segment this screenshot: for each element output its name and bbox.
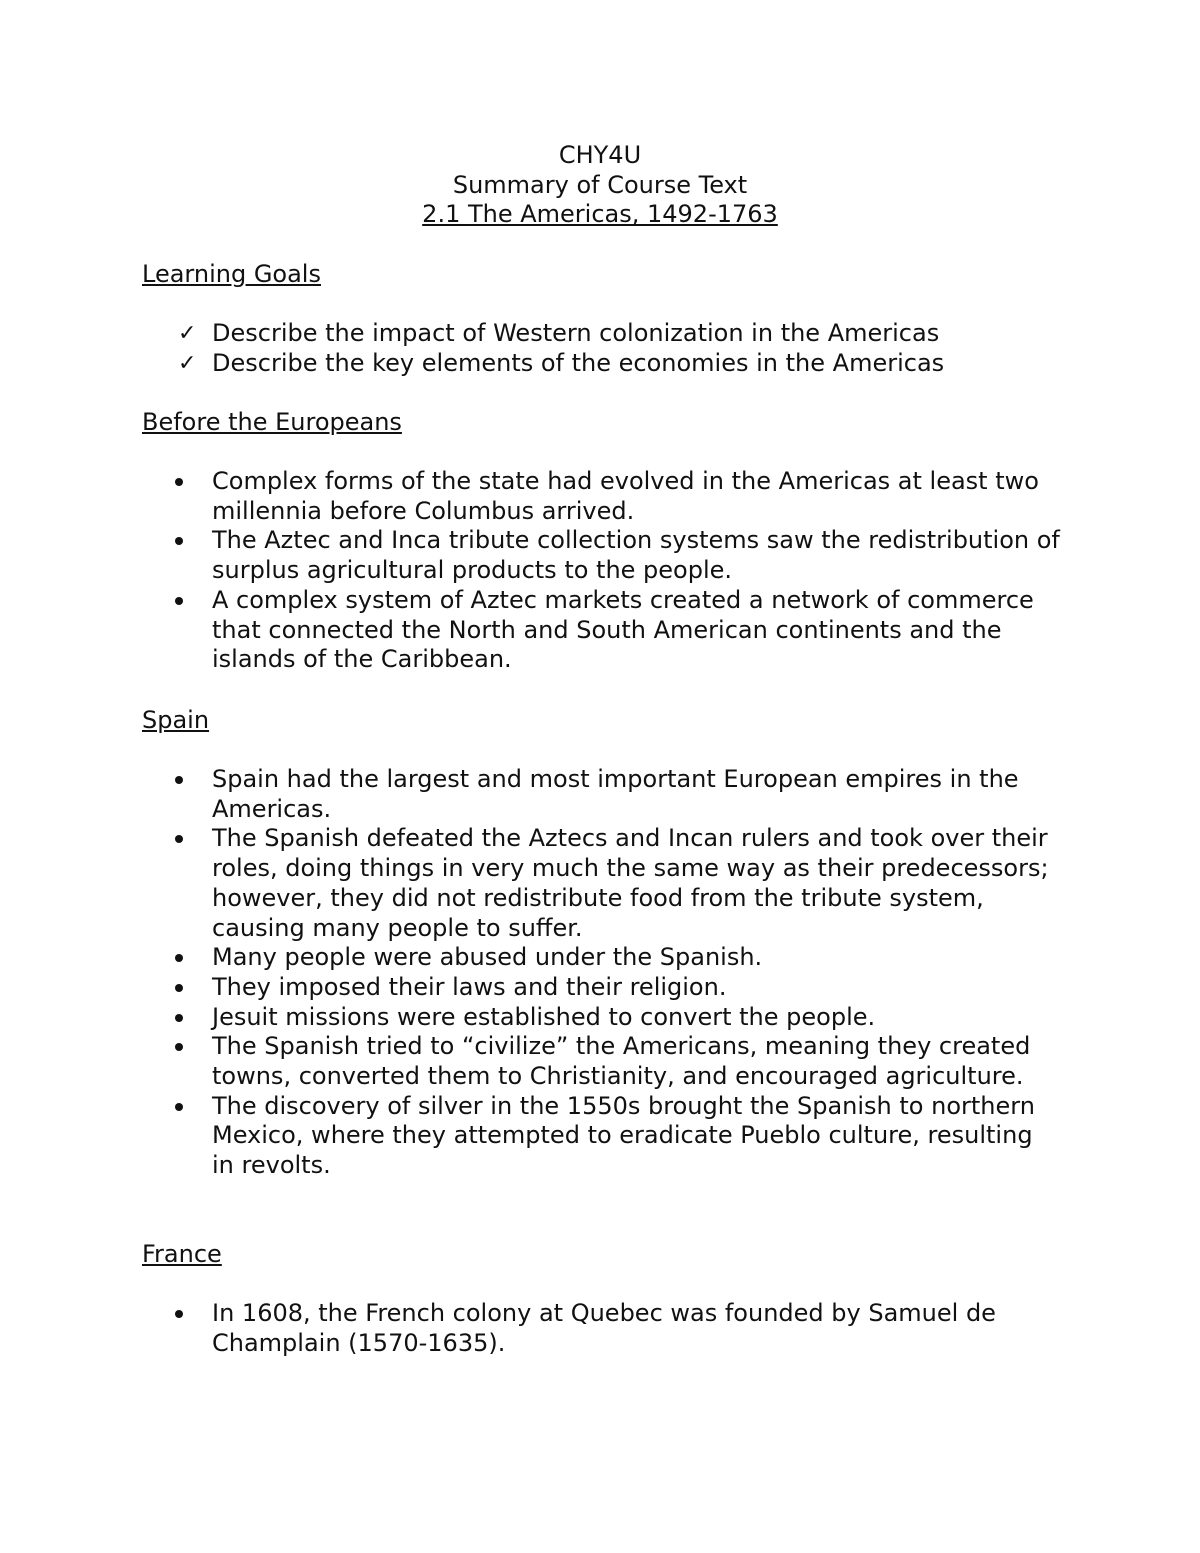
section-title: 2.1 The Americas, 1492-1763 (422, 200, 778, 229)
bullet-icon (175, 954, 183, 962)
list-item-text: They imposed their laws and their religion. (212, 972, 727, 1001)
bullet-icon (175, 1310, 183, 1318)
bullet-icon (175, 1043, 183, 1051)
list-item-text: Many people were abused under the Spanish. (212, 943, 763, 972)
bullet-icon (175, 835, 183, 843)
list-item (142, 973, 1062, 1003)
checkmark-icon: ✓ (178, 321, 197, 346)
bullet-icon (175, 1014, 183, 1022)
list-item (142, 586, 1062, 675)
list-item (142, 1092, 1062, 1181)
list-item (142, 943, 1062, 973)
bullet-icon (175, 1103, 183, 1111)
learning-goals-heading: Learning Goals (142, 260, 321, 288)
list-item-text: Complex forms of the state had evolved in the Americas at least two millennia before Columbus arrived. (212, 467, 1039, 525)
list-item (142, 1003, 1062, 1033)
before-europeans-heading: Before the Europeans (142, 408, 402, 436)
bullet-icon (175, 776, 183, 784)
list-item-text: A complex system of Aztec markets created a network of commerce that connected the North and South American continents and the islands of the Caribbean. (212, 585, 1034, 674)
document-subtitle: Summary of Course Text (452, 170, 748, 199)
list-item-text: The Aztec and Inca tribute collection systems saw the redistribution of surplus agricultural products to the people. (212, 526, 1060, 585)
list-item (142, 1299, 1062, 1358)
list-item (142, 765, 1062, 824)
checkmark-icon: ✓ (178, 350, 197, 376)
bullet-icon (175, 984, 183, 992)
bullet-icon (175, 478, 183, 486)
list-item (142, 467, 1062, 526)
course-code: CHY4U (558, 141, 642, 169)
list-item-text: The Spanish tried to “civilize” the Americans, meaning they created towns, converted them to Christianity, and encouraged agriculture. (212, 1032, 1031, 1091)
list-item (142, 349, 1062, 379)
learning-goals-list (142, 319, 1062, 378)
bullet-icon (175, 537, 183, 545)
list-item (142, 526, 1062, 585)
spain-list (142, 765, 1062, 1181)
before-europeans-list (142, 467, 1062, 675)
list-item-text: In 1608, the French colony at Quebec was founded by Samuel de Champlain (1570-1635). (212, 1299, 996, 1357)
list-item-text: The discovery of silver in the 1550s brought the Spanish to northern Mexico, where they attempted to eradicate Pueblo culture, resulting in revolts. (212, 1091, 1035, 1180)
bullet-icon (175, 597, 183, 605)
list-item-text: Jesuit missions were established to convert the people. (212, 1002, 876, 1031)
list-item-text: Describe the impact of Western colonization in the Americas (212, 319, 940, 347)
france-heading: France (142, 1240, 222, 1268)
list-item-text: The Spanish defeated the Aztecs and Incan rulers and took over their roles, doing things in very much the same way as their predecessors; however, they did not redistribute food from the tribute system, causing many people to suffer. (212, 824, 1049, 942)
spain-heading: Spain (142, 706, 210, 734)
france-list (142, 1299, 1062, 1358)
document-header (0, 141, 1200, 230)
list-item (142, 1032, 1062, 1091)
list-item (142, 824, 1062, 943)
list-item-text: Spain had the largest and most important European empires in the Americas. (212, 765, 1019, 823)
list-item-text: Describe the key elements of the economies in the Americas (212, 348, 945, 377)
list-item (142, 319, 1062, 349)
